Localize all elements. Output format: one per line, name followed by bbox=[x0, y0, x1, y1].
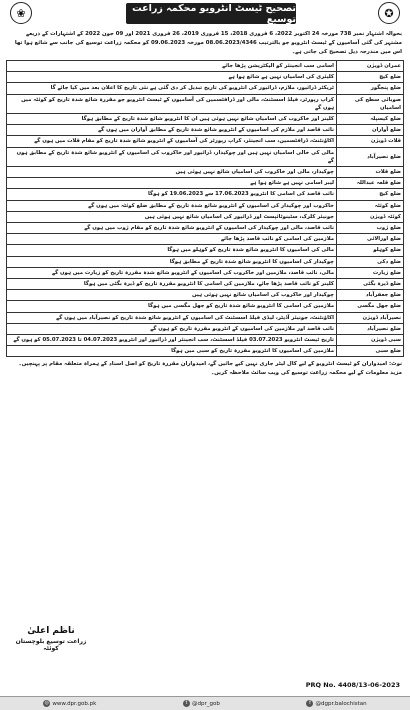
table-row bbox=[7, 290, 404, 301]
table-row bbox=[7, 267, 404, 278]
district-cell: ضلع دکی bbox=[337, 256, 404, 267]
table-row bbox=[7, 125, 404, 136]
district-cell: ضلع ڈیرہ بگٹی bbox=[337, 279, 404, 290]
district-cell: ضلع قلعہ عبداللہ bbox=[337, 178, 404, 189]
correction-cell: کلیئری کی اسامیاں نہیں ہے شائع ہوا ہے bbox=[7, 72, 337, 83]
facebook-icon: f bbox=[306, 700, 313, 707]
table-row bbox=[7, 114, 404, 125]
table-row bbox=[7, 61, 404, 72]
prq-number: PRQ No. 4408/13-06-2023 bbox=[305, 681, 400, 689]
correction-cell: چوکیدار کی اسامیوں کا انٹرویو شائع شدہ تاریخ کے مطابق ہوگا bbox=[7, 256, 337, 267]
district-cell: سبی ڈویژن bbox=[337, 335, 404, 346]
table-row bbox=[7, 167, 404, 178]
district-cell: ضلع کیچ bbox=[337, 189, 404, 200]
signature-subtitle: زراعت توسیع بلوچستان کوئٹہ bbox=[15, 638, 87, 652]
table-row bbox=[7, 335, 404, 346]
district-cell: ضلع نصیرآباد bbox=[337, 323, 404, 334]
government-seal-icon: ✪ bbox=[378, 2, 400, 24]
page-title: تصحیح ٹیسٹ انٹرویو محکمہ زراعت توسیع bbox=[126, 3, 296, 24]
correction-cell: نائب قاصد، مالی اور چوکیدار کی اسامیوں کے انٹرویو شائع شدہ تاریخ کو مقام ژوب میں ہوں گے bbox=[7, 223, 337, 234]
note-paragraph: نوٹ: امیدواران کو ٹیسٹ انٹرویو کے لیے کال لیٹر جاری نہیں کیے جائیں گے، امیدواران مقررہ تاریخ کو اصل اسناد کے ہمراہ متعلقہ مقام پر پہنچیں۔ مزید معلومات کے لیے محکمہ زراعت توسیع کی ویب سائٹ ملاحظہ کریں۔ bbox=[18, 361, 402, 376]
correction-cell: کلینر اور خاکروب کی اسامیاں شائع نہیں ہوئی ہیں ان کا انٹرویو شائع شدہ تاریخ کے مطابق ہوگا bbox=[7, 114, 337, 125]
correction-cell: کلینر کو نائب قاصد پڑھا جائے، ملازمین کی اسامی کا انٹرویو مقررہ تاریخ کو ڈیرہ بگٹی میں ہوگا bbox=[7, 279, 337, 290]
globe-icon: ◎ bbox=[44, 700, 50, 706]
district-cell: ضلع سبی bbox=[337, 346, 404, 357]
correction-cell: مالی، نائب قاصد، ملازمین اور خاکروب کی اسامیوں کے انٹرویو شائع شدہ مقررہ تاریخ کو زیارت میں ہوں گے bbox=[7, 267, 337, 278]
district-cell: ضلع جھل مگسی bbox=[337, 301, 404, 312]
correction-cell: ٹریکٹر ڈرائیور، ملازم، ڈرائیور کی انٹرویو کی تاریخ تبدیل کر دی گئی ہے نئی تاریخ کا اعلان بعد میں کیا جائے گا bbox=[7, 83, 337, 94]
footer-twitter[interactable] bbox=[183, 700, 220, 707]
correction-cell: اکاؤنٹنٹ، ڈرافٹسمین، سب انجینئر، کراپ رپورٹر کی آسامیوں کے انٹرویو شائع شدہ تاریخ کو مقام قلات میں ہوں گے bbox=[7, 136, 337, 147]
correction-cell: مالی کی اسامیوں کا انٹرویو شائع شدہ تاریخ کو کوہلو میں ہوگا bbox=[7, 245, 337, 256]
district-cell: ضلع زیارت bbox=[337, 267, 404, 278]
table-row bbox=[7, 223, 404, 234]
district-cell: ضلع آواران bbox=[337, 125, 404, 136]
header bbox=[6, 0, 404, 28]
correction-cell: اسامی سب انجینئر کو الیکٹریشن پڑھا جائے bbox=[7, 61, 337, 72]
district-cell: ضلع قلات bbox=[337, 167, 404, 178]
table-row bbox=[7, 136, 404, 147]
correction-cell: چوکیدار، مالی اور خاکروب کی اسامیاں شائع نہیں ہوئی ہیں bbox=[7, 167, 337, 178]
district-cell: ضلع ژوب bbox=[337, 223, 404, 234]
table-row bbox=[7, 94, 404, 113]
district-cell: ضلع کوئٹہ bbox=[337, 200, 404, 211]
table-row bbox=[7, 147, 404, 166]
district-cell: ضلع پنجگور bbox=[337, 83, 404, 94]
balochistan-emblem-icon: ❀ bbox=[10, 2, 32, 24]
table-row bbox=[7, 211, 404, 222]
district-cell: ضلع کیسپلہ bbox=[337, 114, 404, 125]
district-cell: ضلع اورالائی bbox=[337, 234, 404, 245]
table-row bbox=[7, 83, 404, 94]
footer-website-text: www.dpr.gob.pk bbox=[52, 700, 97, 707]
correction-cell: جونیئر کلرک، سٹینوٹائپسٹ اور ڈرائیور کی اسامیاں شائع نہیں ہوئی ہیں bbox=[7, 211, 337, 222]
district-cell: عمران ڈویژن bbox=[337, 61, 404, 72]
district-cell: کوئٹہ ڈویژن bbox=[337, 211, 404, 222]
table-row bbox=[7, 72, 404, 83]
table-row bbox=[7, 178, 404, 189]
correction-cell: چوکیدار اور خاکروب کی اسامیاں شائع نہیں ہوئی ہیں bbox=[7, 290, 337, 301]
district-cell: ضلع کیچ bbox=[337, 72, 404, 83]
district-cell: ضلع کوہلو bbox=[337, 245, 404, 256]
footer-website[interactable] bbox=[43, 700, 96, 707]
footer-twitter-text: @dpr_gob bbox=[191, 700, 220, 707]
district-cell: ضلع جعفرآباد bbox=[337, 290, 404, 301]
signature-title: ناظم اعلیٰ bbox=[27, 626, 75, 636]
table-row bbox=[7, 346, 404, 357]
correction-cell: لیبر اسامی نہیں ہے شائع ہوا ہے bbox=[7, 178, 337, 189]
table-row bbox=[7, 279, 404, 290]
footer-facebook-text: @dgpr.balochistan bbox=[315, 700, 367, 707]
district-cell: صوبائی سطح کی اسامیاں bbox=[337, 94, 404, 113]
table-row bbox=[7, 301, 404, 312]
twitter-icon: t bbox=[183, 700, 190, 707]
correction-cell: ملازمین کی اسامی کو نائب قاصد پڑھا جائے bbox=[7, 234, 337, 245]
table-row bbox=[7, 200, 404, 211]
district-cell: قلات ڈویژن bbox=[337, 136, 404, 147]
correction-cell: ملازمین کی اسامی کا انٹرویو شائع شدہ تاریخ کو جھل مگسی میں ہوگا bbox=[7, 301, 337, 312]
correction-cell: مالی کی خالی اسامیاں نہیں ہیں اور چوکیدار، ڈرائیور اور خاکروب کی اسامیوں کے انٹرویو شائع شدہ تاریخ کے مطابق ہوں گے bbox=[7, 147, 337, 166]
footer-facebook[interactable] bbox=[306, 700, 366, 707]
district-cell: نصیرآباد ڈویژن bbox=[337, 312, 404, 323]
table-row bbox=[7, 323, 404, 334]
table-row bbox=[7, 234, 404, 245]
footer-bar bbox=[0, 696, 410, 710]
table-row bbox=[7, 256, 404, 267]
intro-paragraph: بحوالہ اشتہار نمبر 738 مورخہ 24 اکتوبر 2022، 6 فروری 2018، 15 فروری 2019، 26 فروری 2021 اور 09 جون 2022 کے اشتہارات کے ذریعے مشتہر کی گئی آسامیوں کے ٹیسٹ انٹرویو جو بالترتیب 08.06.2023/4346 مورخہ 09.06.2023 کو محکمہ زراعت توسیع کی جانب سے شائع ہوا تھا اس میں مندرجہ ذیل تصحیح کی جاتی ہے۔ bbox=[14, 31, 402, 55]
table-row bbox=[7, 189, 404, 200]
correction-cell: کراپ رپورٹر، فیلڈ اسسٹنٹ، مالی اور ڈرافٹسمین کی آسامیوں کے ٹیسٹ انٹرویو جو مقررہ شائع شدہ تاریخ کو کوئٹہ میں ہوں گے bbox=[7, 94, 337, 113]
correction-cell: نائب قاصد کی اسامی کا انٹرویو 17.06.2023 سے 19.06.2023 کو ہوگا bbox=[7, 189, 337, 200]
table-row bbox=[7, 245, 404, 256]
district-cell: ضلع نصیرآباد bbox=[337, 147, 404, 166]
correction-cell: اکاؤنٹنٹ، جونیئر آڈیٹر، لیڈی فیلڈ اسسٹنٹ کی اسامیوں کے انٹرویو شائع شدہ تاریخ کو نصیرآباد میں ہوں گے bbox=[7, 312, 337, 323]
correction-cell: نائب قاصد اور ملازمین کی اسامیوں کے انٹرویو مقررہ تاریخ کو ہوں گے bbox=[7, 323, 337, 334]
correction-cell: نائب قاصد اور ملازم کی اسامیوں کے انٹرویو شائع شدہ تاریخ کے مطابق آواران میں ہوں گے bbox=[7, 125, 337, 136]
correction-cell: تاریخ ٹیسٹ انٹرویو 03.07.2023 فیلڈ اسسٹنٹ، سب انجینئر اور ڈرائیور اور انٹرویو 04.07.2023 تا 05.07.2023 کو ہوں گے bbox=[7, 335, 337, 346]
correction-cell: خاکروب اور چوکیدار کی اسامیوں کے انٹرویو شائع شدہ تاریخ کے مطابق ضلع کوئٹہ میں ہوں گے bbox=[7, 200, 337, 211]
signature-block bbox=[8, 626, 94, 652]
corrections-table bbox=[6, 60, 404, 357]
correction-cell: ملازمین کی اسامیوں کا انٹرویو مقررہ تاریخ کو سبی میں ہوگا bbox=[7, 346, 337, 357]
table-row bbox=[7, 312, 404, 323]
